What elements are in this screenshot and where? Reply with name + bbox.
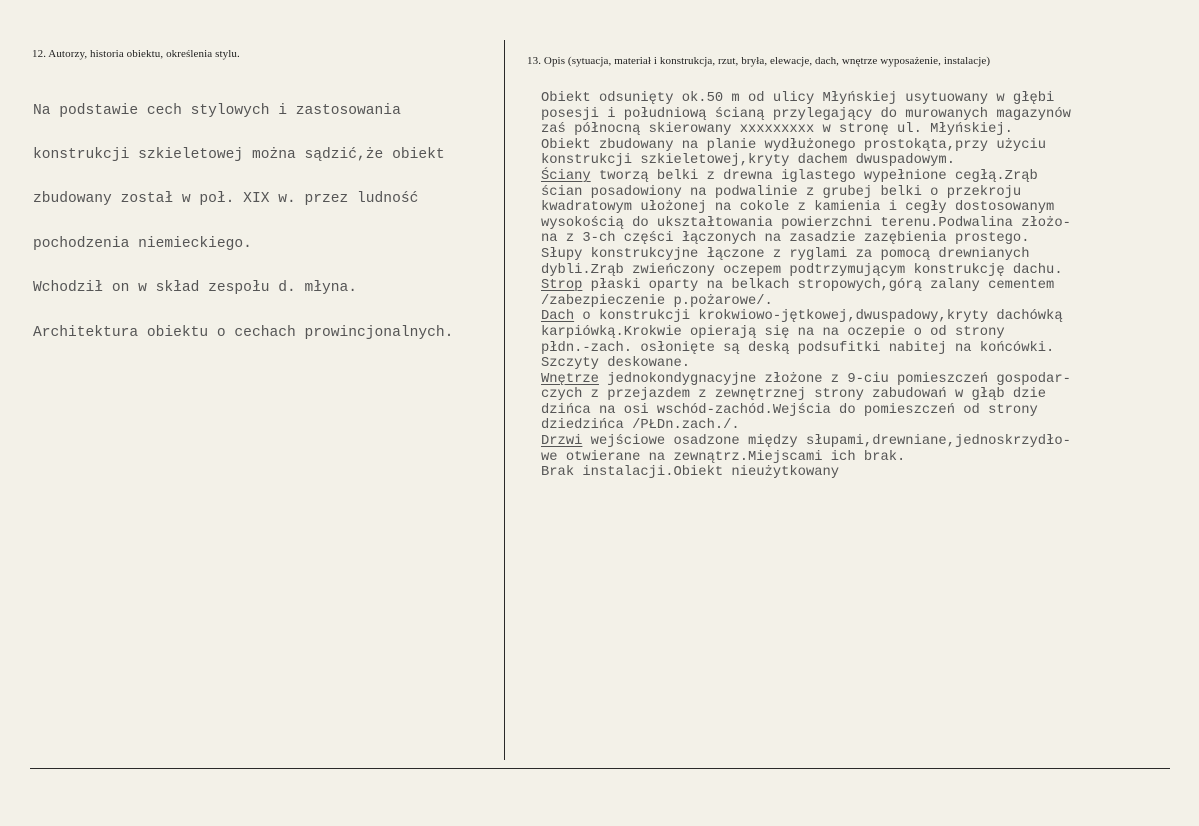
section-13-line (541, 387, 1071, 403)
section-13-body (541, 91, 1071, 481)
line-text: Obiekt zbudowany na planie wydłużonego prostokąta,przy użyciu (541, 137, 1047, 153)
section-13-heading: 13. Opis (sytuacja, materiał i konstrukcja, rzut, bryła, elewacje, dach, wnętrze wyposażenie, instalacje) (527, 55, 991, 67)
section-13-line (541, 122, 1071, 138)
section-13-line (541, 278, 1071, 294)
section-13-line (541, 91, 1071, 107)
section-13-line (541, 200, 1071, 216)
section-13-line (541, 169, 1071, 185)
line-text: posesji i południową ścianą przylegający do murowanych magazynów (541, 106, 1071, 122)
line-text: o konstrukcji krokwiowo-jętkowej,dwuspadowy,kryty dachówką (574, 309, 1063, 325)
line-text: płdn.-zach. osłonięte są deską podsufitki nabitej na końcówki. (541, 340, 1055, 356)
section-13-line (541, 138, 1071, 154)
line-text: ścian posadowiony na podwalinie z grubej belki o przekroju (541, 184, 1022, 200)
section-13-line (541, 450, 1071, 466)
section-13-line (541, 434, 1071, 450)
line-text: konstrukcji szkieletowej,kryty dachem dwuspadowym. (541, 153, 955, 169)
section-13-line (541, 465, 1071, 481)
section-12-line: Architektura obiektu o cechach prowincjonalnych. (33, 324, 454, 341)
bottom-rule (30, 768, 1170, 769)
line-text: dzińca na osi wschód-zachód.Wejścia do pomieszczeń od strony (541, 402, 1038, 418)
section-12-line: pochodzenia niemieckiego. (33, 235, 252, 252)
line-text: Brak instalacji.Obiekt nieużytkowany (541, 465, 840, 481)
line-text: /zabezpieczenie p.pożarowe/. (541, 293, 773, 309)
line-text: kwadratowym ułożonej na cokole z kamienia i cegły dostosowanym (541, 200, 1055, 216)
line-text: zaś północną skierowany xxxxxxxxx w stronę ul. Młyńskiej. (541, 122, 1013, 138)
underlined-keyword: Wnętrze (541, 371, 599, 387)
section-12-line: zbudowany został w poł. XIX w. przez ludność (33, 191, 419, 208)
line-text: Obiekt odsunięty ok.50 m od ulicy Młyńskiej usytuowany w głębi (541, 91, 1055, 106)
section-13-line (541, 325, 1071, 341)
section-12-line: konstrukcji szkieletowej można sądzić,że obiekt (33, 146, 445, 163)
section-12-body (33, 74, 453, 370)
column-divider (504, 40, 505, 760)
section-13-line (541, 107, 1071, 123)
underlined-keyword: Dach (541, 309, 575, 325)
line-text: wysokością do ukształtowania powierzchni terenu.Podwalina złożo- (541, 215, 1071, 231)
line-text: dziedzińca /PŁDn.zach./. (541, 418, 740, 434)
line-text: dybli.Zrąb zwieńczony oczepem podtrzymującym konstrukcję dachu. (541, 262, 1063, 278)
section-13-line (541, 153, 1071, 169)
line-text: Słupy konstrukcyjne łączone z ryglami za pomocą drewnianych (541, 246, 1030, 262)
section-13-line (541, 294, 1071, 310)
line-text: płaski oparty na belkach stropowych,górą zalany cementem (582, 278, 1055, 294)
section-13-line (541, 341, 1071, 357)
section-13-line (541, 185, 1071, 201)
line-text: Szczyty deskowane. (541, 356, 691, 372)
underlined-keyword: Strop (541, 278, 583, 294)
section-12-heading: 12. Autorzy, historia obiektu, określenia stylu. (32, 48, 240, 60)
section-12-line: Wchodził on w skład zespołu d. młyna. (33, 280, 358, 297)
section-13-line (541, 403, 1071, 419)
line-text: na z 3-ch części łączonych na zasadzie zazębienia prostego. (541, 231, 1030, 247)
section-12-line: Na podstawie cech stylowych i zastosowania (33, 102, 401, 119)
section-13-line (541, 356, 1071, 372)
section-13-line (541, 247, 1071, 263)
line-text: jednokondygnacyjne złożone z 9-ciu pomieszczeń gospodar- (598, 371, 1071, 387)
section-13-line (541, 231, 1071, 247)
section-13-line (541, 309, 1071, 325)
section-13-line (541, 418, 1071, 434)
line-text: karpiówką.Krokwie opierają się na na oczepie o od strony (541, 324, 1005, 340)
underlined-keyword: Ściany (541, 168, 591, 184)
line-text: tworzą belki z drewna iglastego wypełnione cegłą.Zrąb (590, 168, 1038, 184)
section-13-line (541, 263, 1071, 279)
line-text: we otwierane na zewnątrz.Miejscami ich brak. (541, 449, 906, 465)
underlined-keyword: Drzwi (541, 434, 583, 450)
section-13-line (541, 216, 1071, 232)
section-13-line (541, 372, 1071, 388)
line-text: wejściowe osadzone między słupami,drewniane,jednoskrzydło- (582, 434, 1071, 450)
line-text: czych z przejazdem z zewnętrznej strony zabudowań w głąb dzie (541, 387, 1047, 403)
